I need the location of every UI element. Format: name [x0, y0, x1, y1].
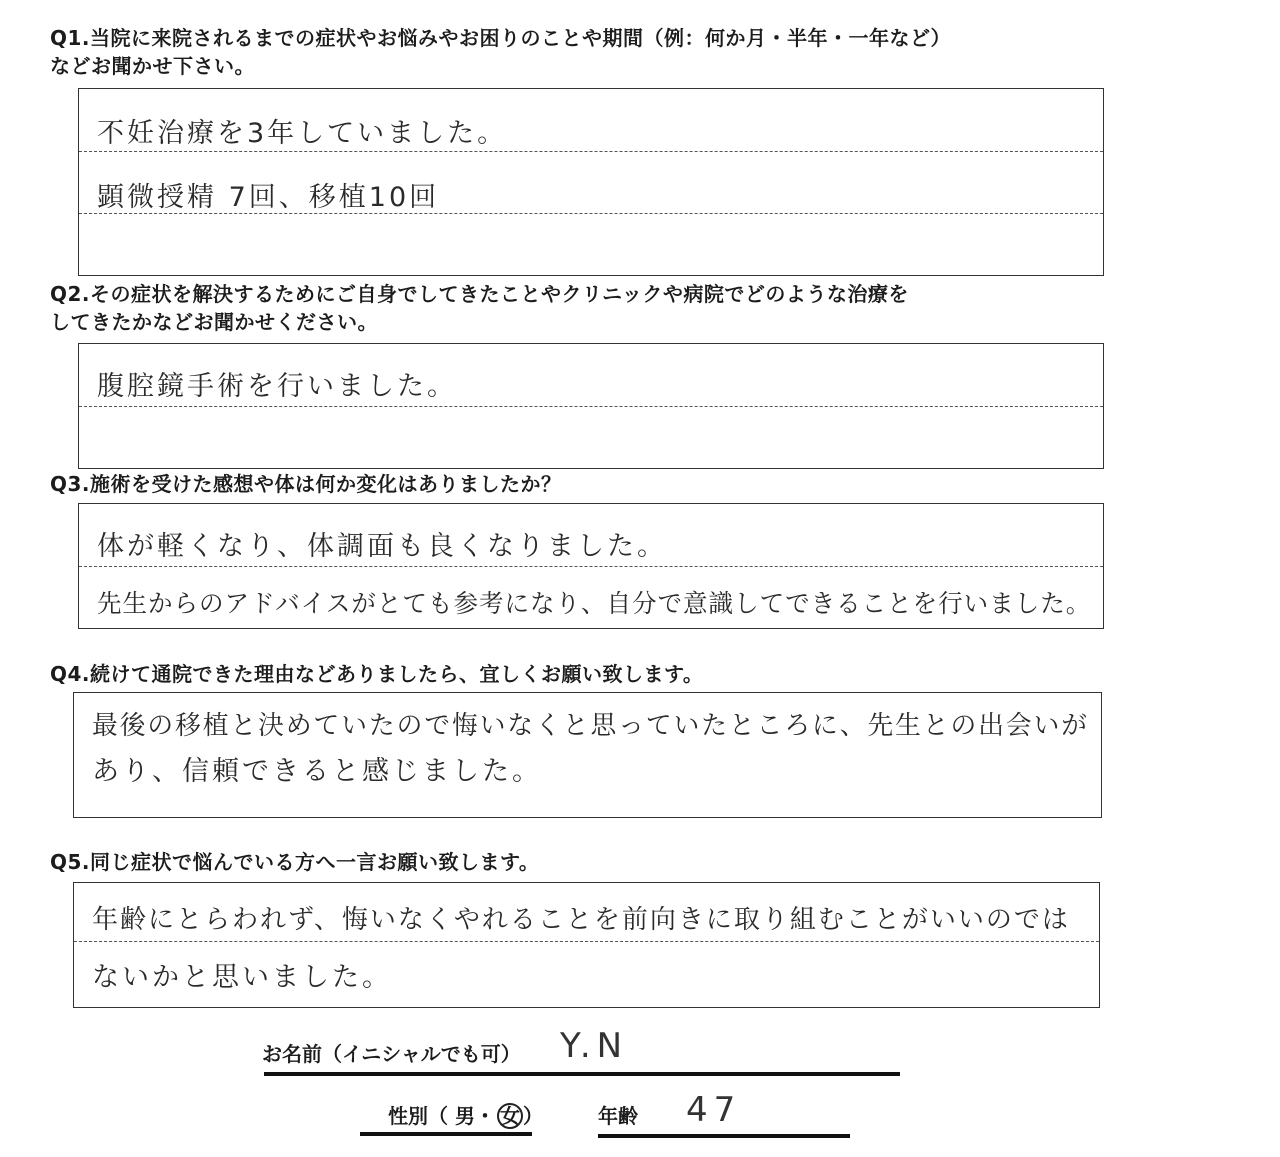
answer-box-2 — [78, 343, 1104, 469]
name-value: Y.N — [560, 1026, 629, 1066]
answer-1-line-1: 不妊治療を3年していました。 — [97, 118, 508, 149]
gender-underline — [360, 1132, 532, 1136]
answer-5-line-1: 年齢にとらわれず、悔いなくやれることを前向きに取り組むことがいいのでは — [92, 905, 1070, 935]
question-3-text: Q3.施術を受けた感想や体は何か変化はありましたか？ — [50, 472, 562, 496]
dashed-rule — [79, 151, 1103, 152]
dashed-rule — [79, 566, 1103, 567]
age-underline — [598, 1134, 850, 1138]
dashed-rule — [79, 406, 1103, 407]
answer-box-3 — [78, 503, 1104, 629]
gender-label — [388, 1100, 543, 1129]
question-1-label — [50, 24, 951, 80]
answer-3-line-2: 先生からのアドバイスがとても参考になり、自分で意識してできることを行いました。 — [97, 589, 1092, 618]
name-label: お名前（イニシャルでも可） — [262, 1042, 521, 1066]
name-underline — [264, 1072, 900, 1076]
answer-box-5 — [73, 882, 1100, 1008]
dashed-rule — [74, 941, 1099, 942]
question-4-label — [50, 660, 703, 688]
answer-5-line-2: ないかと思いました。 — [92, 962, 392, 993]
question-2-text: Q2.その症状を解決するためにご自身でしてきたことやクリニックや病院でどのような治療を — [50, 282, 909, 306]
question-3-label — [50, 470, 562, 498]
question-1-text-cont: などお聞かせ下さい。 — [50, 54, 255, 78]
question-4-text: Q4.続けて通院できた理由などありましたら、宜しくお願い致します。 — [50, 662, 704, 686]
answer-box-1 — [78, 88, 1104, 276]
answer-3-line-1: 体が軽くなり、体調面も良くなりました。 — [97, 531, 667, 562]
answer-box-4 — [73, 692, 1102, 818]
question-2-text-cont: してきたかなどお聞かせください。 — [50, 310, 378, 334]
question-5-label — [50, 848, 539, 876]
question-5-text: Q5.同じ症状で悩んでいる方へ一言お願い致します。 — [50, 850, 540, 874]
answer-2-line-1: 腹腔鏡手術を行いました。 — [97, 371, 457, 402]
answer-4-line-2: あり、信頼できると感じました。 — [92, 756, 542, 787]
age-value: 47 — [686, 1090, 742, 1130]
question-2-label — [50, 280, 909, 336]
age-label: 年齢 — [598, 1104, 638, 1128]
gender-label-prefix: 性別（ 男・ — [388, 1104, 495, 1128]
answer-4-line-1: 最後の移植と決めていたので悔いなくと思っていたところに、先生との出会いが — [92, 711, 1090, 741]
question-1-text: Q1.当院に来院されるまでの症状やお悩みやお困りのことや期間（例：何か月・半年・一年など） — [50, 26, 952, 50]
gender-label-suffix: ） — [522, 1104, 543, 1128]
answer-1-line-2: 顕微授精 7回、移植10回 — [97, 182, 440, 213]
gender-selected-circle: 女 — [497, 1103, 523, 1129]
